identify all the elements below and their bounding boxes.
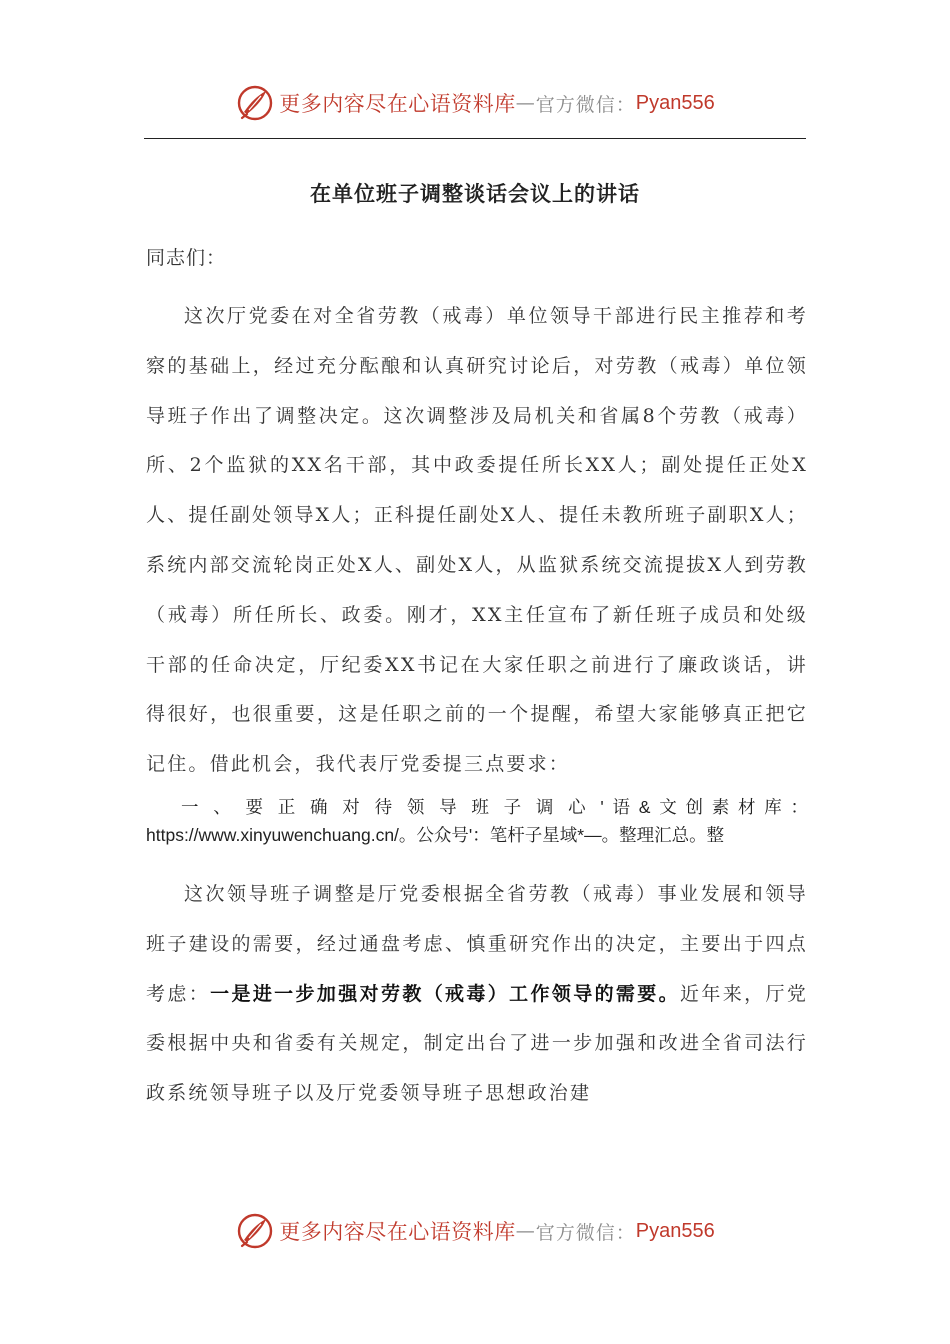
document-body: [146, 236, 808, 1119]
header-watermark-banner: [0, 80, 950, 126]
header-divider: [144, 138, 806, 139]
watermark-main-text: 更多内容尽在心语资料库: [279, 92, 516, 116]
watermark-main-text: 更多内容尽在心语资料库: [279, 1220, 516, 1244]
paragraph-2-lead: 这次领导班子调整是厅党委根据全省劳教（戒毒）事业发展和领导班子建设的需要，经过通盘考虑、慎重研究作出的决定，主要出于四点考虑：: [146, 882, 808, 1005]
paragraph-1: 这次厅党委在对全省劳教（戒毒）单位领导干部进行民主推荐和考察的基础上，经过充分酝酿和认真研究讨论后，对劳教（戒毒）单位领导班子作出了调整决定。这次调整涉及局机关和省属8个劳教（戒毒）所、2个监狱的XX名干部，其中政委提任所长XX人；副处提任正处X人、提任副处领导X人；正科提任副处X人、提任未教所班子副职X人；系统内部交流轮岗正处X人、副处X人，从监狱系统交流提拔X人到劳教（戒毒）所任所长、政委。刚才，XX主任宣布了新任班子成员和处级干部的任命决定，厅纪委XX书记在大家任职之前进行了廉政谈话，讲得很好，也很重要，这是任职之前的一个提醒，希望大家能够真正把它记住。借此机会，我代表厅党委提三点要求：: [146, 305, 808, 776]
watermark-dash: —: [515, 1220, 536, 1242]
source-note: '语&文创素材库：https://www.xinyuwenchuang.cn/。公众号'：笔杆子星域*—。整理汇总。整: [146, 796, 809, 845]
footer-watermark-banner: [0, 1208, 950, 1254]
paragraph-2-bold-point: 一是进一步加强对劳教（戒毒）工作领导的需要。: [210, 982, 681, 1005]
paragraph-2: [146, 870, 808, 1119]
watermark-wechat-id: Pyan556: [635, 1219, 715, 1242]
document-title: 在单位班子调整谈话会议上的讲话: [310, 182, 640, 206]
fountain-pen-logo-icon: [235, 83, 275, 123]
watermark-wechat-id: Pyan556: [635, 91, 715, 114]
watermark-sub-text: 官方微信：: [535, 93, 636, 116]
paragraph-2-rest: 近年来，厅党委根据中央和省委有关规定，制定出台了进一步加强和改进全省司法行政系统领导班子以及厅党委领导班子思想政治建: [146, 982, 809, 1105]
section-heading-1-text: 一、要正确对待领导班子调心: [181, 797, 601, 818]
watermark-dash: —: [515, 92, 536, 114]
watermark-sub-text: 官方微信：: [535, 1221, 636, 1244]
section-heading-1: [146, 794, 808, 850]
salutation: 同志们：: [146, 247, 227, 269]
fountain-pen-logo-icon: [235, 1211, 275, 1251]
